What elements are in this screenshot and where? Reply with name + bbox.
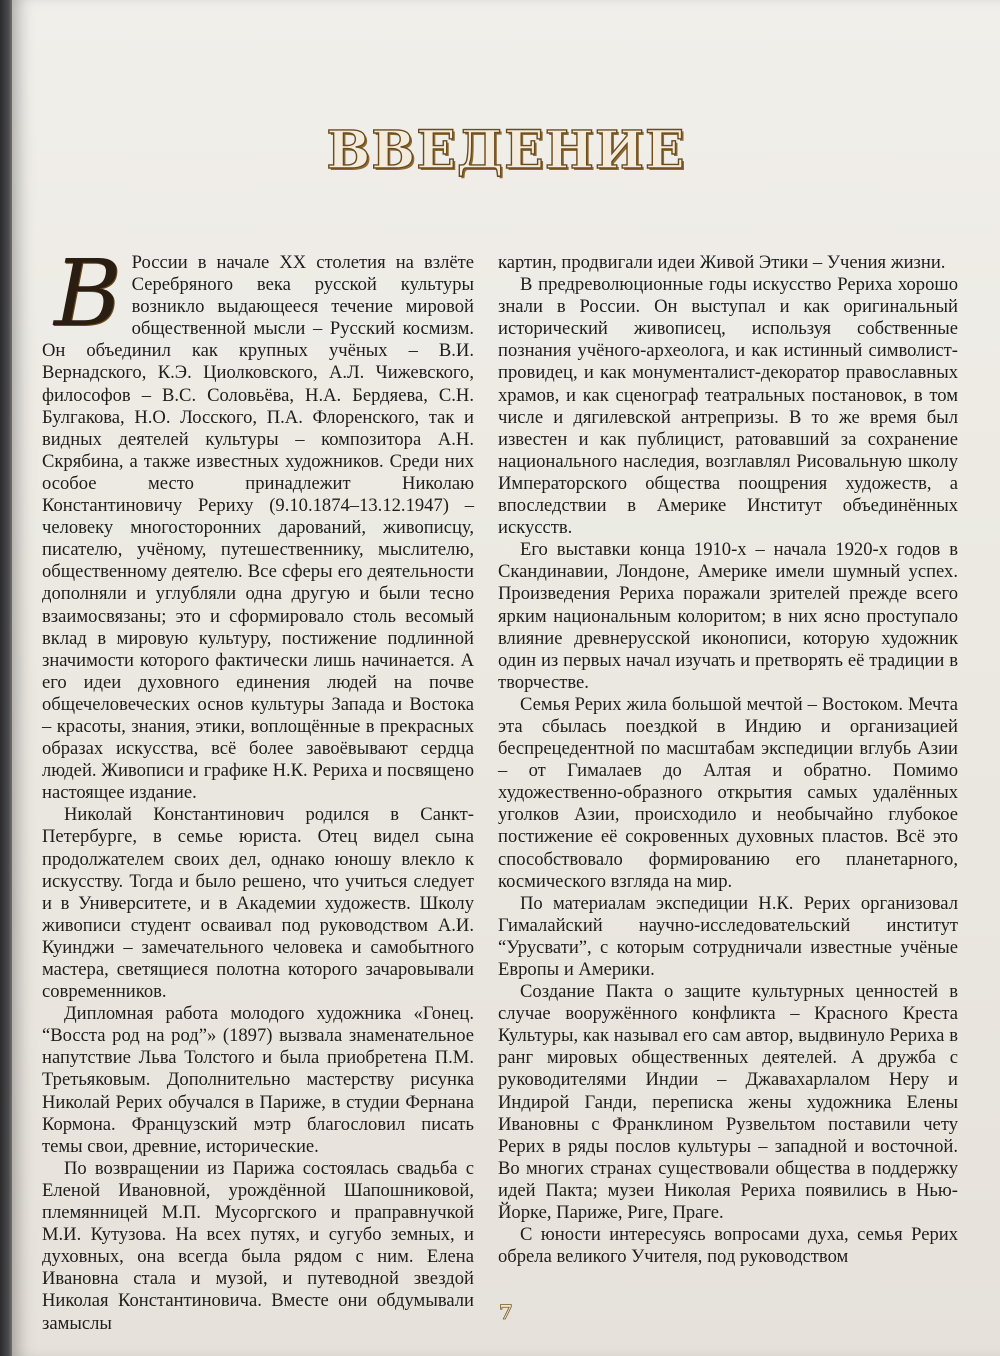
drop-cap-letter: В — [54, 240, 122, 347]
lead-paragraph — [42, 240, 474, 804]
right-paragraph: Создание Пакта о защите культурных ценностей в случае вооружённого конфликта – Красного Креста Культуры, как называл его сам автор, выдвинуло Рериха в ранг мировых общественных деятелей. А дружба с руководителями Индии – Джавахарлалом Неру и Индирой Ганди, переписка жены художника Елены Ивановны с Франклином Рузвельтом поставили чету Рерих в ряды послов культуры – западной и восточной. Во многих странах существовали общества в поддержку идей Пакта; музеи Николая Рериха появились в Нью-Йорке, Париже, Риге, Праге. — [498, 981, 958, 1224]
right-paragraph: Семья Рерих жила большой мечтой – Востоком. Мечта эта сбылась поездкой в Индию и организацией беспрецедентной по масштабам экспедиции вглубь Азии – от Гималаев до Алтая и обратно. Помимо художественно-образного открытия самых удалённых уголков Азии, происходило и необычайно глубокое постижение её сокровенных духовных пластов. Всё это способствовало формированию его планетарного, космического взгляда на мир. — [498, 693, 958, 892]
lead-paragraph-text: России в начале XX столетия на взлёте Серебряного века русской культуры возникло выдающееся течение мировой общественной мысли – Русский космизм. Он объединил как крупных учёных – В.И. Вернадского, К.Э. Циолковского, А.Л. Чижевского, философов – В.С. Соловьёва, Н.А. Бердяева, С.Н. Булгакова, Н.О. Лосского, П.А. Флоренского, так и видных деятелей культуры – композитора А.Н. Скрябина, а также известных художников. Среди них особое место принадлежит Николаю Константиновичу Рериху (9.10.1874–13.12.1947) – человеку многосторонних дарований, живописцу, писателю, учёному, путешественнику, мыслителю, общественному деятелю. Все сферы его деятельности дополняли и углубляли одна другую и были тесно взаимосвязаны; это и сформировало столь весомый вклад в мировую культуру, постижение подлинной значимости которого фактически лишь начинается. А его идеи духовного единения людей на почве общечеловеческих основ культуры Запада и Востока – красоты, знания, этики, воплощённые в прекрасных образах искусства, всё более завоёвывают сердца людей. Живописи и графике Н.К. Рериха и посвящено настоящее издание. — [42, 252, 474, 804]
right-paragraph: В предреволюционные годы искусство Рериха хорошо знали в России. Он выступал и как оригинальный исторический живописец, используя собственные познания учёного-археолога, и как истинный символист-провидец, и как монументалист-декоратор православных храмов, и как сценограф театральных постановок, в том числе и дягилевской антрепризы. В то же время был известен и как публицист, ратовавший за сохранение национального наследия, возглавлял Рисовальную школу Императорского общества поощрения художеств, а впоследствии в Америке Институт объединённых искусств. — [498, 274, 958, 539]
page-number: 7 — [499, 1300, 513, 1324]
left-paragraph: Николай Константинович родился в Санкт-Петербурге, в семье юриста. Отец видел сына продолжателем своих дел, однако юношу влекло к искусству. Тогда и было решено, что учиться следует и в Университете, и в Академии художеств. Школу живописи студент осваивал под руководством А.И. Куинджи – замечательного человека и самобытного мастера, светящиеся полотна которого зачаровывали современников. — [42, 804, 474, 1003]
right-paragraph: Его выставки конца 1910-х – начала 1920-х годов в Скандинавии, Лондоне, Америке имели шумный успех. Произведения Рериха поражали зрителей прежде всего ярким национальным колоритом; в них ясно проступало влияние древнерусской иконописи, которую художник один из первых начал изучать и претворять её традиции в творчестве. — [498, 539, 958, 693]
left-paragraph: По возвращении из Парижа состоялась свадьба с Еленой Ивановной, урождённой Шапошниковой, племянницей М.П. Мусоргского и праправнучкой М.И. Кутузова. На всех путях, и сугубо земных, и духовных, она всегда была рядом с ним. Елена Ивановна стала и музой, и путеводной звездой Николая Константиновича. Вместе они обдумывали замыслы — [42, 1157, 474, 1334]
book-page — [12, 0, 1000, 1356]
right-paragraph: С юности интересуясь вопросами духа, семья Рерих обрела великого Учителя, под руководством — [498, 1224, 958, 1268]
right-continuation: картин, продвигали идеи Живой Этики – Учения жизни. — [498, 252, 946, 273]
left-paragraph: Дипломная работа молодого художника «Гонец. “Восста род на род”» (1897) вызвала знаменательное напутствие Льва Толстого и была приобретена П.М. Третьяковым. Дополнительно мастерству рисунка Николай Рерих обучался в Париже, в студии Фернана Кормона. Французский мэтр благословил писать темы свои, древние, исторические. — [42, 1003, 474, 1157]
left-column — [42, 240, 474, 1335]
right-column — [498, 252, 958, 1268]
right-paragraph: По материалам экспедиции Н.К. Рерих организовал Гималайский научно-исследовательский институт “Урусвати”, с которым сотрудничали известные учёные Европы и Америки. — [498, 892, 958, 980]
page-title: ВВЕДЕНИЕ — [326, 120, 686, 181]
